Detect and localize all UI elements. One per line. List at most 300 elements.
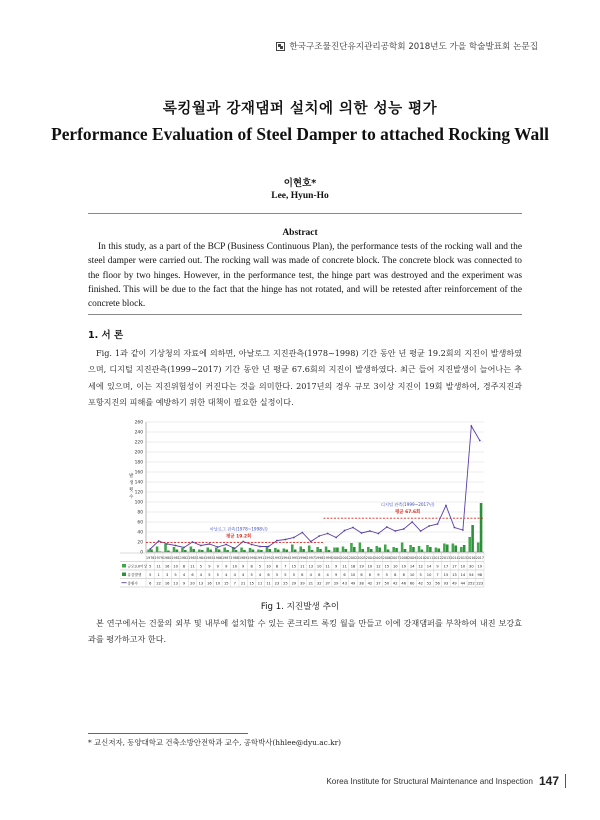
y-tick-label: 80 [137,510,143,516]
data-label: 12 [376,564,381,569]
bar [418,546,421,552]
data-label: 11 [190,564,195,569]
bar [353,547,356,552]
bar [269,549,272,552]
series-point [192,541,194,543]
y-tick-label: 160 [134,470,143,476]
series-point [462,529,464,531]
series-point [217,546,219,548]
bar [376,546,379,552]
bar [477,543,480,553]
abstract-body: In this study, as a part of the BCP (Business Continuous Plan), the performance tests of the rocking wall and the steel damper were carried out. The rocking wall was made of concrete block. The concrete block was connected to the floor by two hinges. However, in the performance test, the hinge part was destroyed and the experiment was finished. This will be due to the fact that the hinge has not rotated, and will be retested after reinforcement of the concrete block. [88,242,522,310]
data-label: 5 [174,572,177,577]
data-label: 11 [325,564,330,569]
legend-entry: 총횟수 [127,581,138,586]
bar [260,550,263,552]
data-label: 10 [316,564,322,569]
data-label: 32 [316,581,322,586]
data-label: 15 [291,564,297,569]
x-tick-label: 1992 [264,555,273,560]
running-header [276,40,538,52]
footer-institute: Korea Institute for Structural Maintenance and Inspection [326,776,533,786]
y-tick-label: 60 [137,520,143,526]
data-label: 42 [418,581,423,586]
data-label: 19 [477,564,483,569]
data-label: 15 [249,581,254,586]
bar [452,544,455,553]
data-label: 60 [409,581,415,586]
data-label: 10 [426,572,432,577]
data-label: 11 [156,564,161,569]
bar [426,545,429,552]
bar [223,548,226,553]
bar [443,544,446,553]
data-label: 6 [318,572,321,577]
data-label: 21 [240,581,246,586]
data-label: 6 [301,572,304,577]
data-label: 5 [258,564,262,569]
data-label: 30 [469,564,474,569]
data-label: 25 [283,581,288,586]
data-label: 52 [426,581,432,586]
bar [387,550,390,553]
data-label: 50 [384,581,390,586]
series-point [437,523,439,525]
series-point [251,544,253,546]
x-tick-label: 2010 [416,555,425,560]
data-label: 10 [232,564,238,569]
x-tick-label: 2000 [331,555,341,560]
bar [378,548,381,553]
data-label: 11 [257,581,263,586]
bar [438,549,441,553]
annotation-value: 평균 67.6회 [395,510,421,516]
series-point [352,527,354,529]
bar [235,550,238,552]
data-label: 7 [436,572,439,577]
y-tick-label: 20 [137,540,143,546]
bar [316,547,319,552]
data-label: 8 [275,564,279,569]
y-tick-label: 240 [134,430,143,436]
data-label: 23 [274,581,280,586]
data-label: 4 [233,572,236,577]
bar [392,547,395,552]
bar [342,547,345,553]
earthquake-trend-chart [120,416,490,594]
data-label: 4 [326,572,329,577]
data-label: 15 [443,572,449,577]
data-label: 9 [377,572,380,577]
bar [471,525,474,552]
data-label: 9 [242,564,245,569]
section-heading-introduction: 1. 서 론 [88,330,124,341]
data-label: 5 [208,572,211,577]
x-tick-label: 2006 [382,555,392,560]
bar [336,548,339,553]
x-tick-label: 2004 [365,555,375,560]
data-label: 4 [242,572,245,577]
data-label: 4 [309,572,312,577]
data-label: 13 [173,581,178,586]
bar [257,550,260,553]
series-point [394,530,396,532]
data-label: 4 [182,572,186,577]
x-tick-label: 1980 [162,555,172,560]
bar [361,549,364,552]
footer-divider [565,774,566,788]
data-label: 6 [267,572,270,577]
series-point [377,533,379,535]
data-label: 6 [149,581,152,586]
y-tick-label: 180 [134,460,143,466]
series-point [166,543,168,545]
data-label: 29 [333,581,339,586]
x-tick-label: 1991 [255,555,265,560]
bar [181,548,184,552]
bar [446,545,449,553]
paper-title-korean: 록킹월과 강재댐퍼 설치에 의한 성능 평가 [162,101,438,117]
data-label: 6 [343,572,346,577]
bar [285,550,288,553]
data-label: 16 [164,581,170,586]
x-tick-label: 2016 [467,555,476,560]
series-point [344,530,346,532]
data-label: 10 [409,572,415,577]
bar [463,545,466,552]
x-tick-label: 2011 [424,555,434,560]
series-point [285,539,287,541]
x-tick-label: 1985 [205,555,214,560]
data-label: 43 [342,581,347,586]
bar [480,503,483,552]
data-table [120,553,484,587]
y-tick-label: 120 [134,490,143,496]
bar [173,547,176,552]
data-label: 10 [392,564,398,569]
data-label: 3 [165,572,169,577]
data-label: 5 [275,572,279,577]
bar [207,548,210,553]
data-label: 4 [199,572,203,577]
data-label: 15 [384,564,390,569]
bar [412,547,415,552]
data-label: 18 [350,564,356,569]
y-tick-label: 40 [137,530,143,536]
bar [164,544,167,552]
divider-top [88,213,522,214]
data-label: 22 [156,581,161,586]
x-tick-label: 1995 [289,555,299,560]
data-label: 5 [199,564,203,569]
data-label: 20 [190,581,195,586]
bar [454,546,457,553]
data-label: 5 [149,564,152,569]
data-label: 44 [460,581,466,586]
data-label: 38 [359,581,364,586]
data-label: 14 [409,564,415,569]
data-label: 252 [467,581,475,586]
x-tick-label: 2009 [407,555,417,560]
series-point [301,532,303,534]
bar [209,550,212,553]
page-footer [326,774,566,788]
bar [429,547,432,552]
bar [291,545,294,553]
data-label: 17 [443,564,449,569]
data-label: 17 [452,564,457,569]
x-tick-label: 1989 [238,555,248,560]
bar [167,551,170,553]
data-label: 93 [443,581,449,586]
x-tick-label: 1988 [230,555,239,560]
bar [468,537,471,552]
series-point [200,545,202,547]
journal-name: 한국구조물진단유지관리공학회 2018년도 가을 학술발표회 논문집 [289,42,538,52]
bar [249,548,252,552]
series-point [454,527,456,529]
data-label: 56 [435,581,440,586]
bar [328,550,331,552]
data-label: 54 [469,572,474,577]
bar [274,548,277,552]
x-tick-label: 1986 [213,555,223,560]
data-label: 5 [216,572,219,577]
x-tick-label: 2007 [391,555,400,560]
bar [333,548,336,553]
data-label: 5 [149,572,152,577]
data-label: 1 [157,572,160,577]
series-point [268,546,270,548]
data-label: 223 [476,581,484,586]
bar [395,548,398,552]
legend-entry: 유감발생 [127,572,142,577]
annotation-label: 아날로그 관측(1978~1998년) [209,526,268,532]
data-label: 9 [208,564,211,569]
data-label: 9 [182,581,186,586]
bar [215,548,218,553]
data-label: 4 [258,572,262,577]
annotation-value: 평균 19.2회 [226,534,252,540]
annotation-label: 디지털 관측(1999~2017년) [380,502,435,508]
data-label: 11 [342,564,347,569]
data-label: 9 [436,564,439,569]
data-label: 9 [225,564,228,569]
bar [370,549,373,552]
legend-entry: 규모3.0이상 [127,564,148,569]
data-label: 11 [300,564,305,569]
x-tick-label: 1996 [298,555,307,560]
bar [421,550,424,553]
bar [266,547,269,552]
series-point [403,528,405,530]
data-label: 98 [477,572,483,577]
series-point [428,525,430,527]
x-tick-label: 1994 [281,555,290,560]
data-label: 5 [419,572,422,577]
data-label: 49 [350,581,356,586]
x-tick-label: 2015 [458,555,468,560]
bar [184,550,187,552]
bar [252,550,255,553]
series-point [234,548,236,550]
bar [294,550,297,553]
paragraph-2: 본 연구에서는 건물의 외부 및 내부에 설치할 수 있는 콘크리트 록킹 월을 만들고 이에 강재댐퍼를 부착하여 내진 보강효과를 평가하고자 한다. [88,618,522,645]
data-label: 10 [173,564,178,569]
series-point [310,541,312,543]
bar [299,547,302,553]
bar [409,545,412,552]
series-point [225,544,227,546]
data-label: 15 [223,581,229,586]
series-point [183,547,185,549]
footnote: * 교신저자, 동양대학교 건축소방안전학과 교수, 공학박사(hhlee@dyu.ac.kr) [88,738,342,747]
bar [367,547,370,552]
data-label: 9 [334,572,338,577]
bar [435,548,438,553]
bar [226,550,229,552]
figure-caption: Fig 1. 지진발생 추이 [260,602,340,612]
x-tick-label: 1993 [272,555,282,560]
x-tick-label: 1981 [171,555,180,560]
series-point [386,526,388,528]
data-label: 14 [460,572,466,577]
page-number: 147 [538,774,559,788]
bar [319,549,322,552]
series-point [327,533,329,535]
x-tick-label: 1998 [315,555,324,560]
data-label: 16 [164,564,170,569]
data-label: 5 [385,572,388,577]
data-label: 9 [334,564,338,569]
x-tick-label: 1999 [323,555,332,560]
bar [201,550,204,552]
data-label: 5 [250,572,253,577]
bar [147,550,150,553]
y-tick-label: 0 [140,550,143,556]
data-label: 29 [291,581,297,586]
data-label: 8 [394,572,397,577]
data-label: 39 [300,581,305,586]
data-label: 10 [215,581,221,586]
data-label: 37 [376,581,381,586]
x-tick-label: 2002 [348,555,358,560]
data-label: 13 [452,572,457,577]
x-tick-label: 2012 [433,555,442,560]
bar [345,549,348,552]
data-label: 4 [225,572,228,577]
series-point [318,535,320,537]
data-label: 42 [367,581,373,586]
bar [243,550,246,552]
data-label: 5 [284,572,287,577]
bar [359,543,362,553]
bar [240,548,243,553]
data-label: 10 [460,564,466,569]
data-label: 16 [207,581,212,586]
series-point [411,521,413,523]
paper-title-english: Performance Evaluation of Steel Damper to attached Rocking Wall [51,124,549,144]
x-tick-label: 1990 [247,555,256,560]
y-tick-label: 220 [134,440,143,446]
y-tick-label: 200 [134,450,143,456]
bar [404,549,407,552]
bar [198,550,201,553]
data-label: 8 [250,564,253,569]
y-tick-label: 100 [134,500,143,506]
y-tick-label: 140 [134,480,143,486]
data-label: 5 [292,572,296,577]
data-label: 13 [198,581,204,586]
bar [159,552,162,553]
data-label: 19 [401,564,407,569]
bar [176,550,179,553]
data-label: 19 [359,564,364,569]
bar [350,543,353,552]
x-tick-label: 2008 [399,555,408,560]
series-point [259,546,261,548]
x-tick-label: 1982 [179,555,189,560]
bar [325,547,328,553]
footnote-rule [88,733,248,734]
bar [308,546,311,553]
author-english: Lee, Hyun-Ho [271,191,329,201]
bar [190,547,193,553]
x-tick-label: 2003 [357,555,366,560]
data-label: 14 [426,564,432,569]
data-label: 8 [182,564,186,569]
x-tick-label: 1987 [222,555,231,560]
x-tick-label: 1978 [146,555,155,560]
series-point [369,530,371,532]
bar [150,550,153,553]
series-point [158,540,160,542]
x-tick-label: 2017 [475,555,484,560]
x-tick-label: 1979 [154,555,163,560]
data-label: 46 [401,581,407,586]
bar [384,545,387,553]
bar [401,543,404,553]
data-label: 6 [368,572,372,577]
data-label: 21 [308,581,314,586]
bar [302,549,305,552]
data-label: 12 [418,564,423,569]
series-point [276,540,278,542]
bar [311,550,314,552]
x-tick-label: 1983 [188,555,197,560]
data-label: 6 [360,572,363,577]
data-label: 10 [350,572,356,577]
y-axis-label: 발 생 횟 수 [129,474,134,500]
x-tick-label: 2014 [450,555,459,560]
x-tick-label: 2001 [340,555,349,560]
x-tick-label: 1997 [306,555,315,560]
data-label: 7 [284,564,287,569]
bar [192,549,195,552]
y-tick-label: 260 [134,420,143,426]
series-point [470,425,472,427]
series-point [149,548,151,550]
data-label: 6 [402,572,405,577]
data-label: 11 [266,581,271,586]
series-point [208,543,210,545]
series-point [445,505,447,507]
paragraph-1: Fig. 1과 같이 기상청의 자료에 의하면, 아날로그 지진관측(1978~1998) 기간 동안 년 평균 19.2회의 지진이 발생하였으며, 디지털 지진관측(1999~2017) 기간 동안 년 평균 67.6회의 지진이 발생하였다. 최근 들어 지진발생이 늘어나는 추세에 있으며, 이는 지진위험성이 커진다는 것을 의미한다. 2017년의 경우 규모 3이상 지진이 19회 발생하여, 경주지진과 포항지진의 피해를 예방하기 위한 대책이 필요한 실정이다. [88,348,522,407]
bar [277,550,280,553]
series-point [293,537,295,539]
legend-swatch [122,564,126,568]
legend-swatch [122,573,126,577]
